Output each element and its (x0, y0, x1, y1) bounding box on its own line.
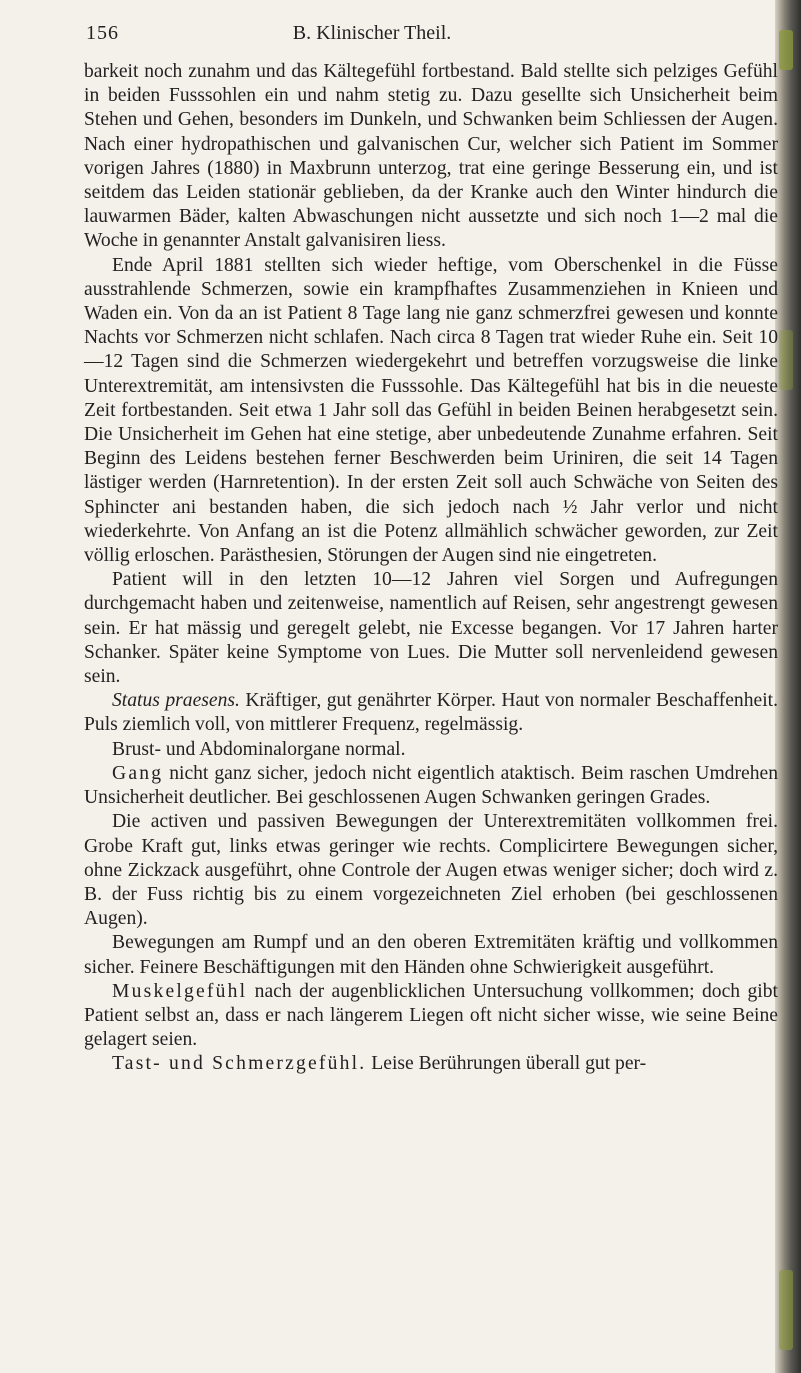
paragraph-text: Leise Berührungen überall gut per- (366, 1053, 647, 1075)
paragraph-text: Bewegungen am Rumpf und an den oberen Extremitäten kräftig und vollkommen sicher. Feinere Beschäftigungen mit den Händen ohne Schwierigkeit ausgeführt. (84, 932, 778, 978)
paragraph (84, 762, 778, 810)
paragraph (84, 1052, 778, 1076)
paragraph-text: nicht ganz sicher, jedoch nicht eigentlich ataktisch. Beim raschen Umdrehen Unsicherheit deutlicher. Bei geschlossenen Augen Schwanken geringen Grades. (84, 762, 778, 809)
page-edge-stain (779, 330, 793, 390)
section-lead-gang: Gang (112, 762, 164, 784)
paragraph (84, 568, 778, 689)
paragraph-text: Kräftiger, gut genährter Körper. Haut von normaler Beschaffenheit. Puls ziemlich voll, von mittlerer Frequenz, regelmässig. (84, 690, 779, 736)
paragraph (84, 254, 778, 569)
page-edge-stain (779, 1270, 793, 1350)
section-lead-tastgefuehl: Tast- und Schmerzgefühl. (112, 1053, 367, 1075)
paragraph (84, 738, 778, 762)
section-lead-muskelgefuehl: Muskelgefühl (112, 980, 248, 1002)
paragraph-text: Die activen und passiven Bewegungen der Unterextremitäten vollkommen frei. Grobe Kraft gut, links etwas geringer wie rechts. Complicirtere Bewegungen sicher, ohne Zickzack ausgeführt, ohne Controle der Augen etwas weniger sicher; doch wird z. B. der Fuss richtig bis zu einem vorgezeichneten Ziel erhoben (bei geschlossenen Augen). (84, 811, 778, 930)
paragraph (84, 60, 778, 254)
paragraph (84, 931, 778, 979)
page-edge-shadow (775, 0, 801, 1373)
paragraph-text: Ende April 1881 stellten sich wieder heftige, vom Oberschenkel in die Füsse ausstrahlende Schmerzen, sowie ein krampfhaftes Zusammenziehen in Knieen und Waden ein. Von da an ist Patient 8 Tage lang nie ganz schmerzfrei gewesen und konnte Nachts vor Schmerzen nicht schlafen. Nach circa 8 Tagen trat wieder Ruhe ein. Seit 10—12 Tagen sind die Schmerzen wiedergekehrt und betreffen vorzugsweise die linke Unterextremität, am intensivsten die Fusssohle. Das Kältegefühl hat bis in die neueste Zeit fortbestanden. Seit etwa 1 Jahr soll das Gefühl in beiden Beinen herabgesetzt sein. Die Unsicherheit im Gehen hat eine stetige, aber unbedeutende Zunahme erfahren. Seit Beginn des Leidens bestehen ferner Beschwerden beim Uriniren, die seit 14 Tagen lästiger werden (Harnretention). In der ersten Zeit soll auch Schwäche von Seiten des Sphincter ani bestanden haben, die sich jedoch nach ½ Jahr verlor und nicht wiederkehrte. Von Anfang an ist die Potenz allmählich schwächer geworden, zur Zeit völlig erloschen. Parästhesien, Störungen der Augen sind nie eingetreten. (84, 254, 778, 567)
paragraph (84, 689, 778, 737)
paragraph (84, 810, 778, 931)
section-lead-status-praesens: Status praesens. (112, 690, 240, 712)
running-head: B. Klinischer Theil. (292, 22, 452, 44)
paragraph-text: Patient will in den letzten 10—12 Jahren viel Sorgen und Aufregungen durchgemacht haben und zeitenweise, namentlich auf Reisen, sehr angestrengt gewesen sein. Er hat mässig und geregelt gelebt, nie Excesse begangen. Vor 17 Jahren harter Schanker. Später keine Symptome von Lues. Die Mutter soll nervenleidend gewesen sein. (84, 569, 778, 688)
paragraph-text: Brust- und Abdominalorgane normal. (112, 738, 406, 760)
paragraph-text: barkeit noch zunahm und das Kältegefühl fortbestand. Bald stellte sich pelziges Gefühl in beiden Fusssohlen ein und nahm stetig zu. Dazu gesellte sich Unsicherheit beim Stehen und Gehen, besonders im Dunkeln, und Schwanken beim Schliessen der Augen. Nach einer hydropathischen und galvanischen Cur, welcher sich Patient im Sommer vorigen Jahres (1880) in Maxbrunn unterzog, trat eine geringe Besserung ein, und ist seitdem das Leiden stationär geblieben, da der Kranke auch den Winter hindurch die lauwarmen Bäder, kalten Abwaschungen nicht aussetzte und sich noch 1—2 mal die Woche in genannter Anstalt galvanisiren liess. (84, 61, 778, 252)
page-header (86, 22, 786, 52)
body-text (84, 60, 778, 1077)
paragraph-text: nach der augenblicklichen Untersuchung vollkommen; doch gibt Patient selbst an, dass er nach längerem Liegen oft nicht sicher wisse, wie seine Beine gelagert seien. (84, 980, 778, 1051)
paragraph (84, 980, 778, 1053)
page-number: 156 (86, 22, 119, 44)
